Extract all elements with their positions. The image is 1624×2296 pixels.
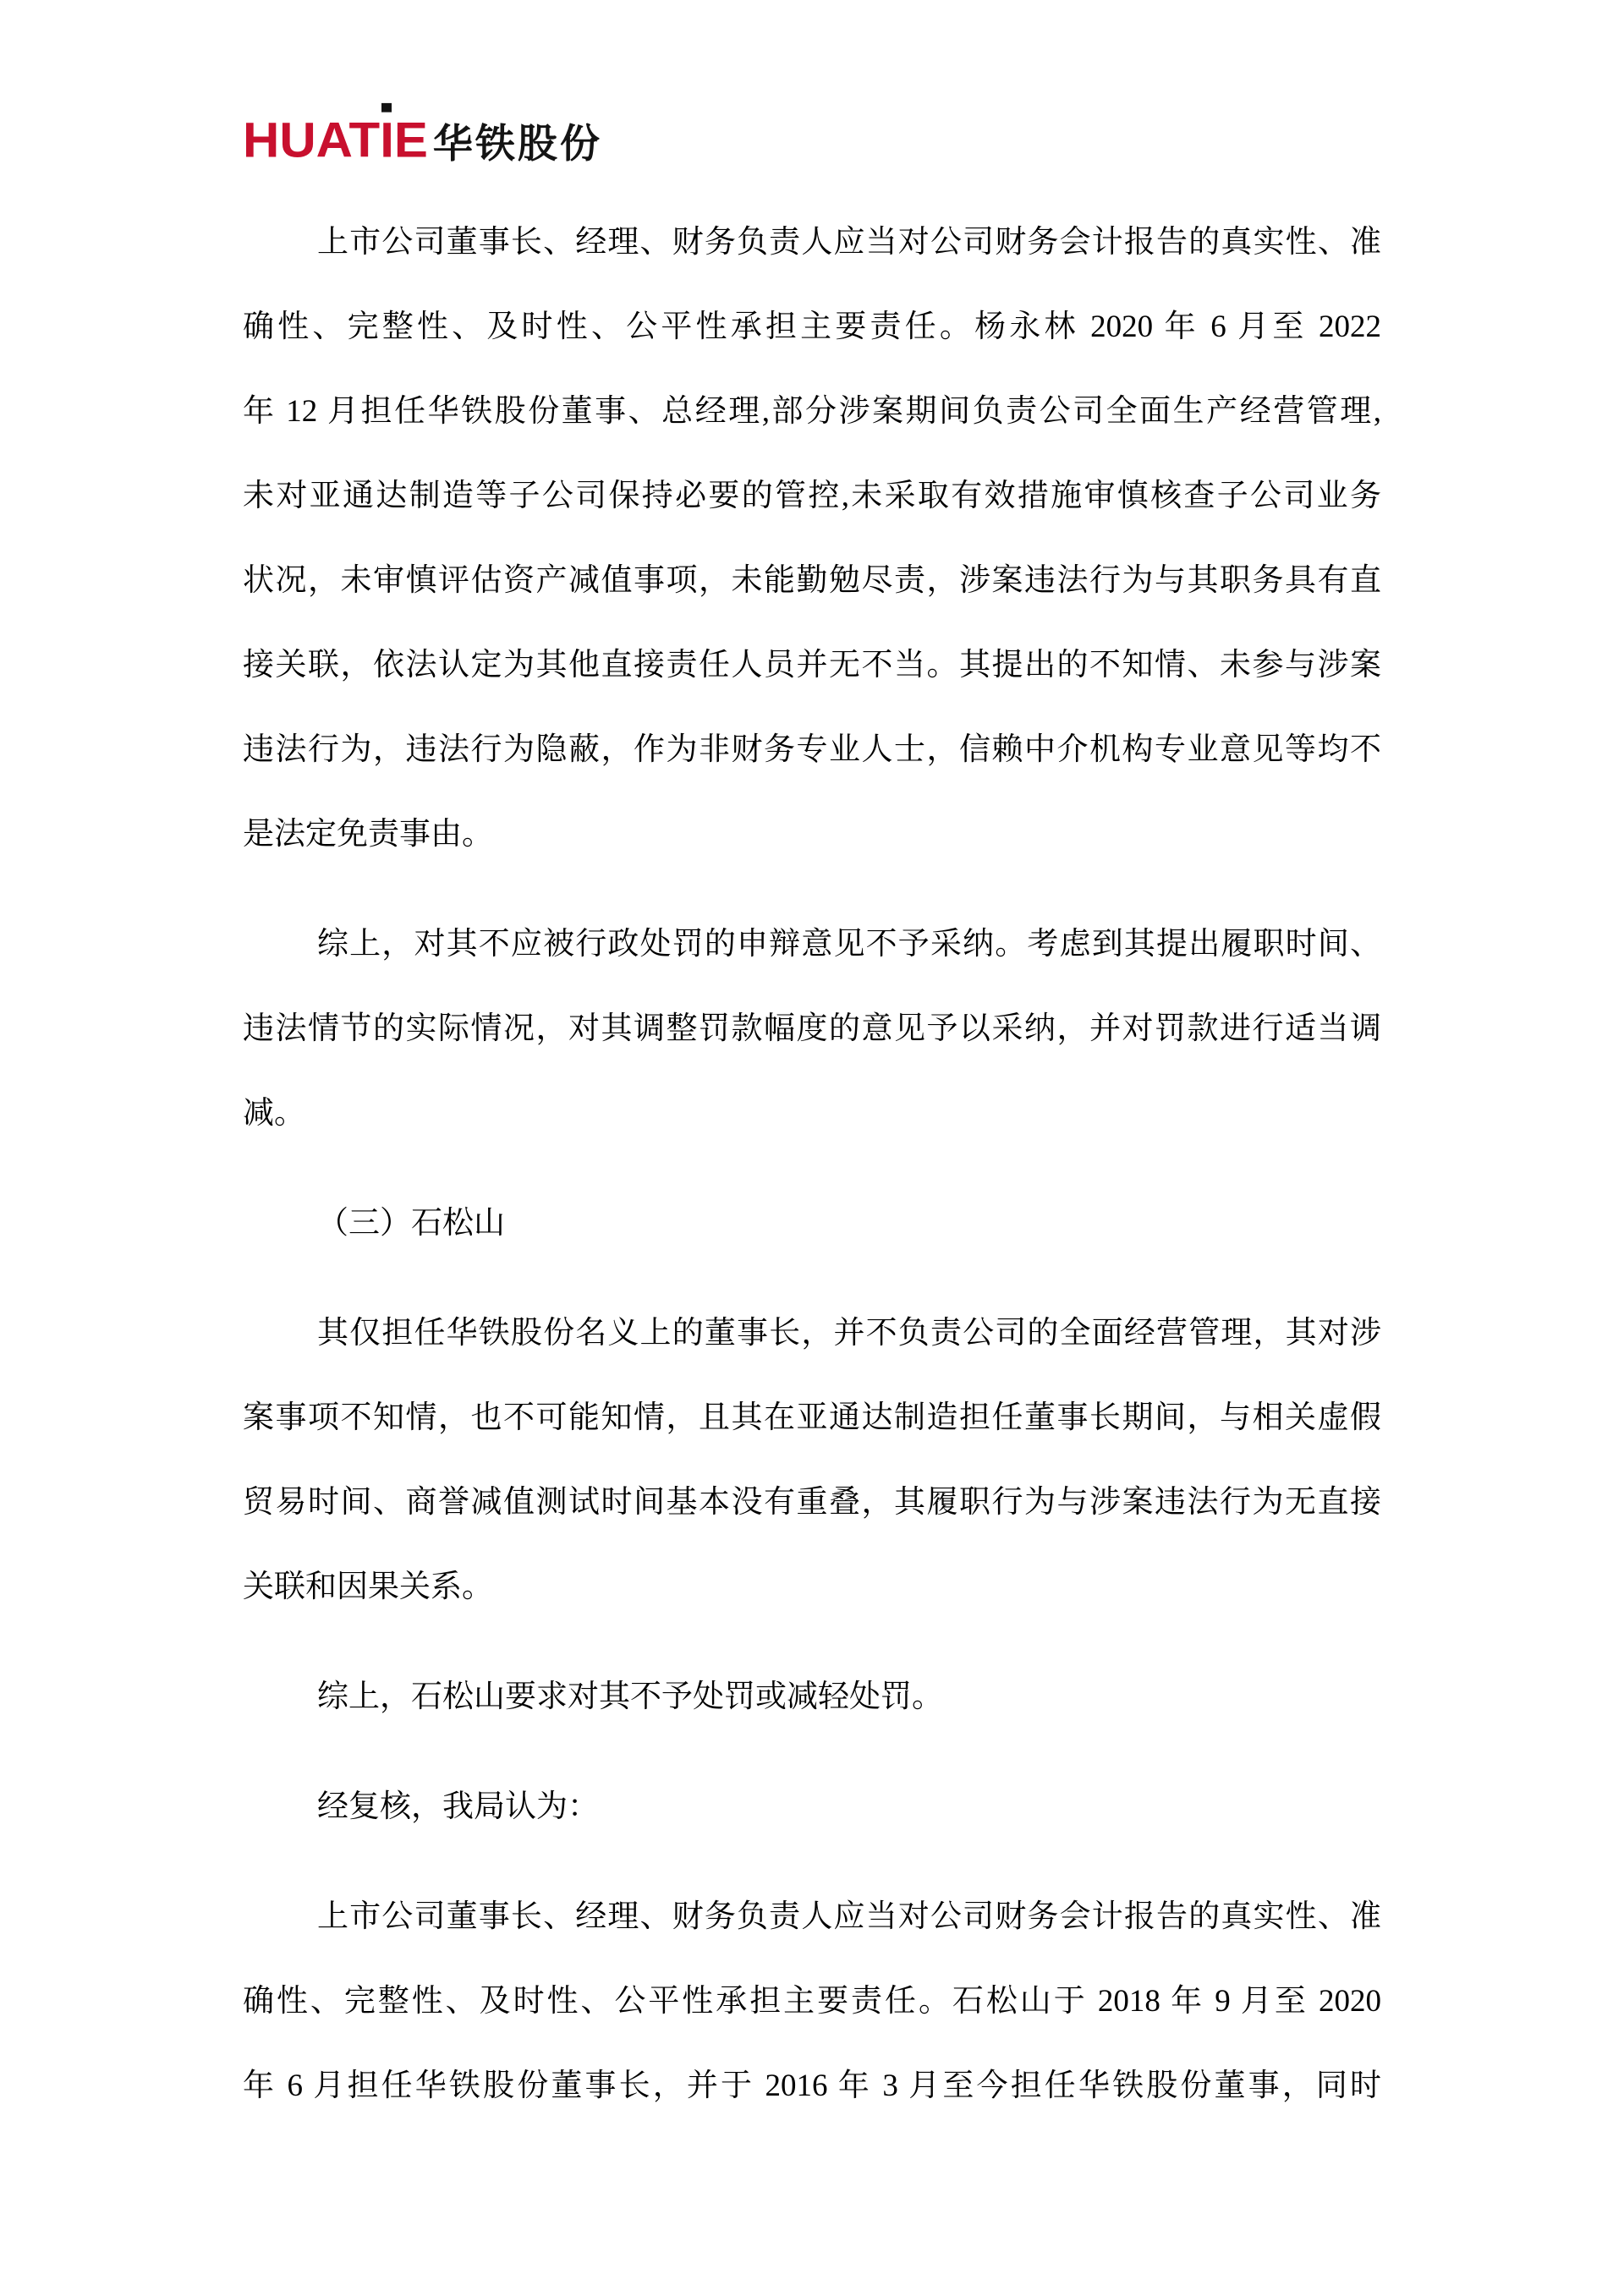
text-line: 年 12 月担任华铁股份董事、总经理,部分涉案期间负责公司全面生产经营管理,: [243, 394, 1381, 429]
text-line: 违法情节的实际情况，对其调整罚款幅度的意见予以采纳，并对罚款进行适当调: [243, 1011, 1381, 1046]
text-line: 接关联，依法认定为其他直接责任人员并无不当。其提出的不知情、未参与涉案: [243, 648, 1381, 682]
logo-letter-i: I: [380, 116, 394, 166]
text-line: 确性、完整性、及时性、公平性承担主要责任。石松山于 2018 年 9 月至 2020: [243, 1984, 1381, 2019]
text-line: 案事项不知情，也不可能知情，且其在亚通达制造担任董事长期间，与相关虚假: [243, 1400, 1381, 1435]
text-line: 上市公司董事长、经理、财务负责人应当对公司财务会计报告的真实性、准: [317, 1899, 1381, 1934]
para-yang-yonglin-conclusion: [243, 902, 1381, 1156]
text-line: 未对亚通达制造等子公司保持必要的管控,未采取有效措施审慎核查子公司业务: [243, 479, 1381, 513]
document-body: [243, 200, 1381, 2154]
text-line: 其仅担任华铁股份名义上的董事长，并不负责公司的全面经营管理，其对涉: [317, 1316, 1381, 1351]
heading-shi-songshan: [243, 1181, 1381, 1266]
text-line: 确性、完整性、及时性、公平性承担主要责任。杨永林 2020 年 6 月至 2022: [243, 310, 1381, 344]
huatie-logo-latin: [243, 112, 428, 168]
para-yang-yonglin-review: [243, 200, 1381, 877]
logo-text-pre: HUAT: [243, 112, 381, 168]
text-line: 是法定免责事由。: [243, 817, 493, 852]
logo-i-dot: [381, 103, 392, 112]
logo-text-post: E: [393, 112, 428, 168]
text-line: 违法行为，违法行为隐蔽，作为非财务专业人士，信赖中介机构专业意见等均不: [243, 732, 1381, 767]
text-line: 综上，石松山要求对其不予处罚或减轻处罚。: [317, 1680, 943, 1714]
para-shi-songshan-request: [243, 1655, 1381, 1740]
text-line: 综上，对其不应被行政处罚的申辩意见不予采纳。考虑到其提出履职时间、: [317, 927, 1381, 962]
para-bureau-review-intro: [243, 1765, 1381, 1849]
text-line: 年 6 月担任华铁股份董事长，并于 2016 年 3 月至今担任华铁股份董事，同时: [243, 2069, 1381, 2103]
text-line: 上市公司董事长、经理、财务负责人应当对公司财务会计报告的真实性、准: [317, 225, 1381, 260]
para-shi-songshan-review: [243, 1875, 1381, 2129]
text-line: 贸易时间、商誉减值测试时间基本没有重叠，其履职行为与涉案违法行为无直接: [243, 1485, 1381, 1520]
huatie-logo: [243, 112, 602, 168]
huatie-logo-cjk: 华铁股份: [432, 121, 602, 166]
text-line: 减。: [243, 1096, 305, 1131]
text-line: （三）石松山: [317, 1206, 505, 1241]
text-line: 关联和因果关系。: [243, 1570, 493, 1604]
text-line: 经复核，我局认为：: [317, 1789, 599, 1824]
text-line: 状况，未审慎评估资产减值事项，未能勤勉尽责，涉案违法行为与其职务具有直: [243, 563, 1381, 598]
para-shi-songshan-defense: [243, 1291, 1381, 1630]
